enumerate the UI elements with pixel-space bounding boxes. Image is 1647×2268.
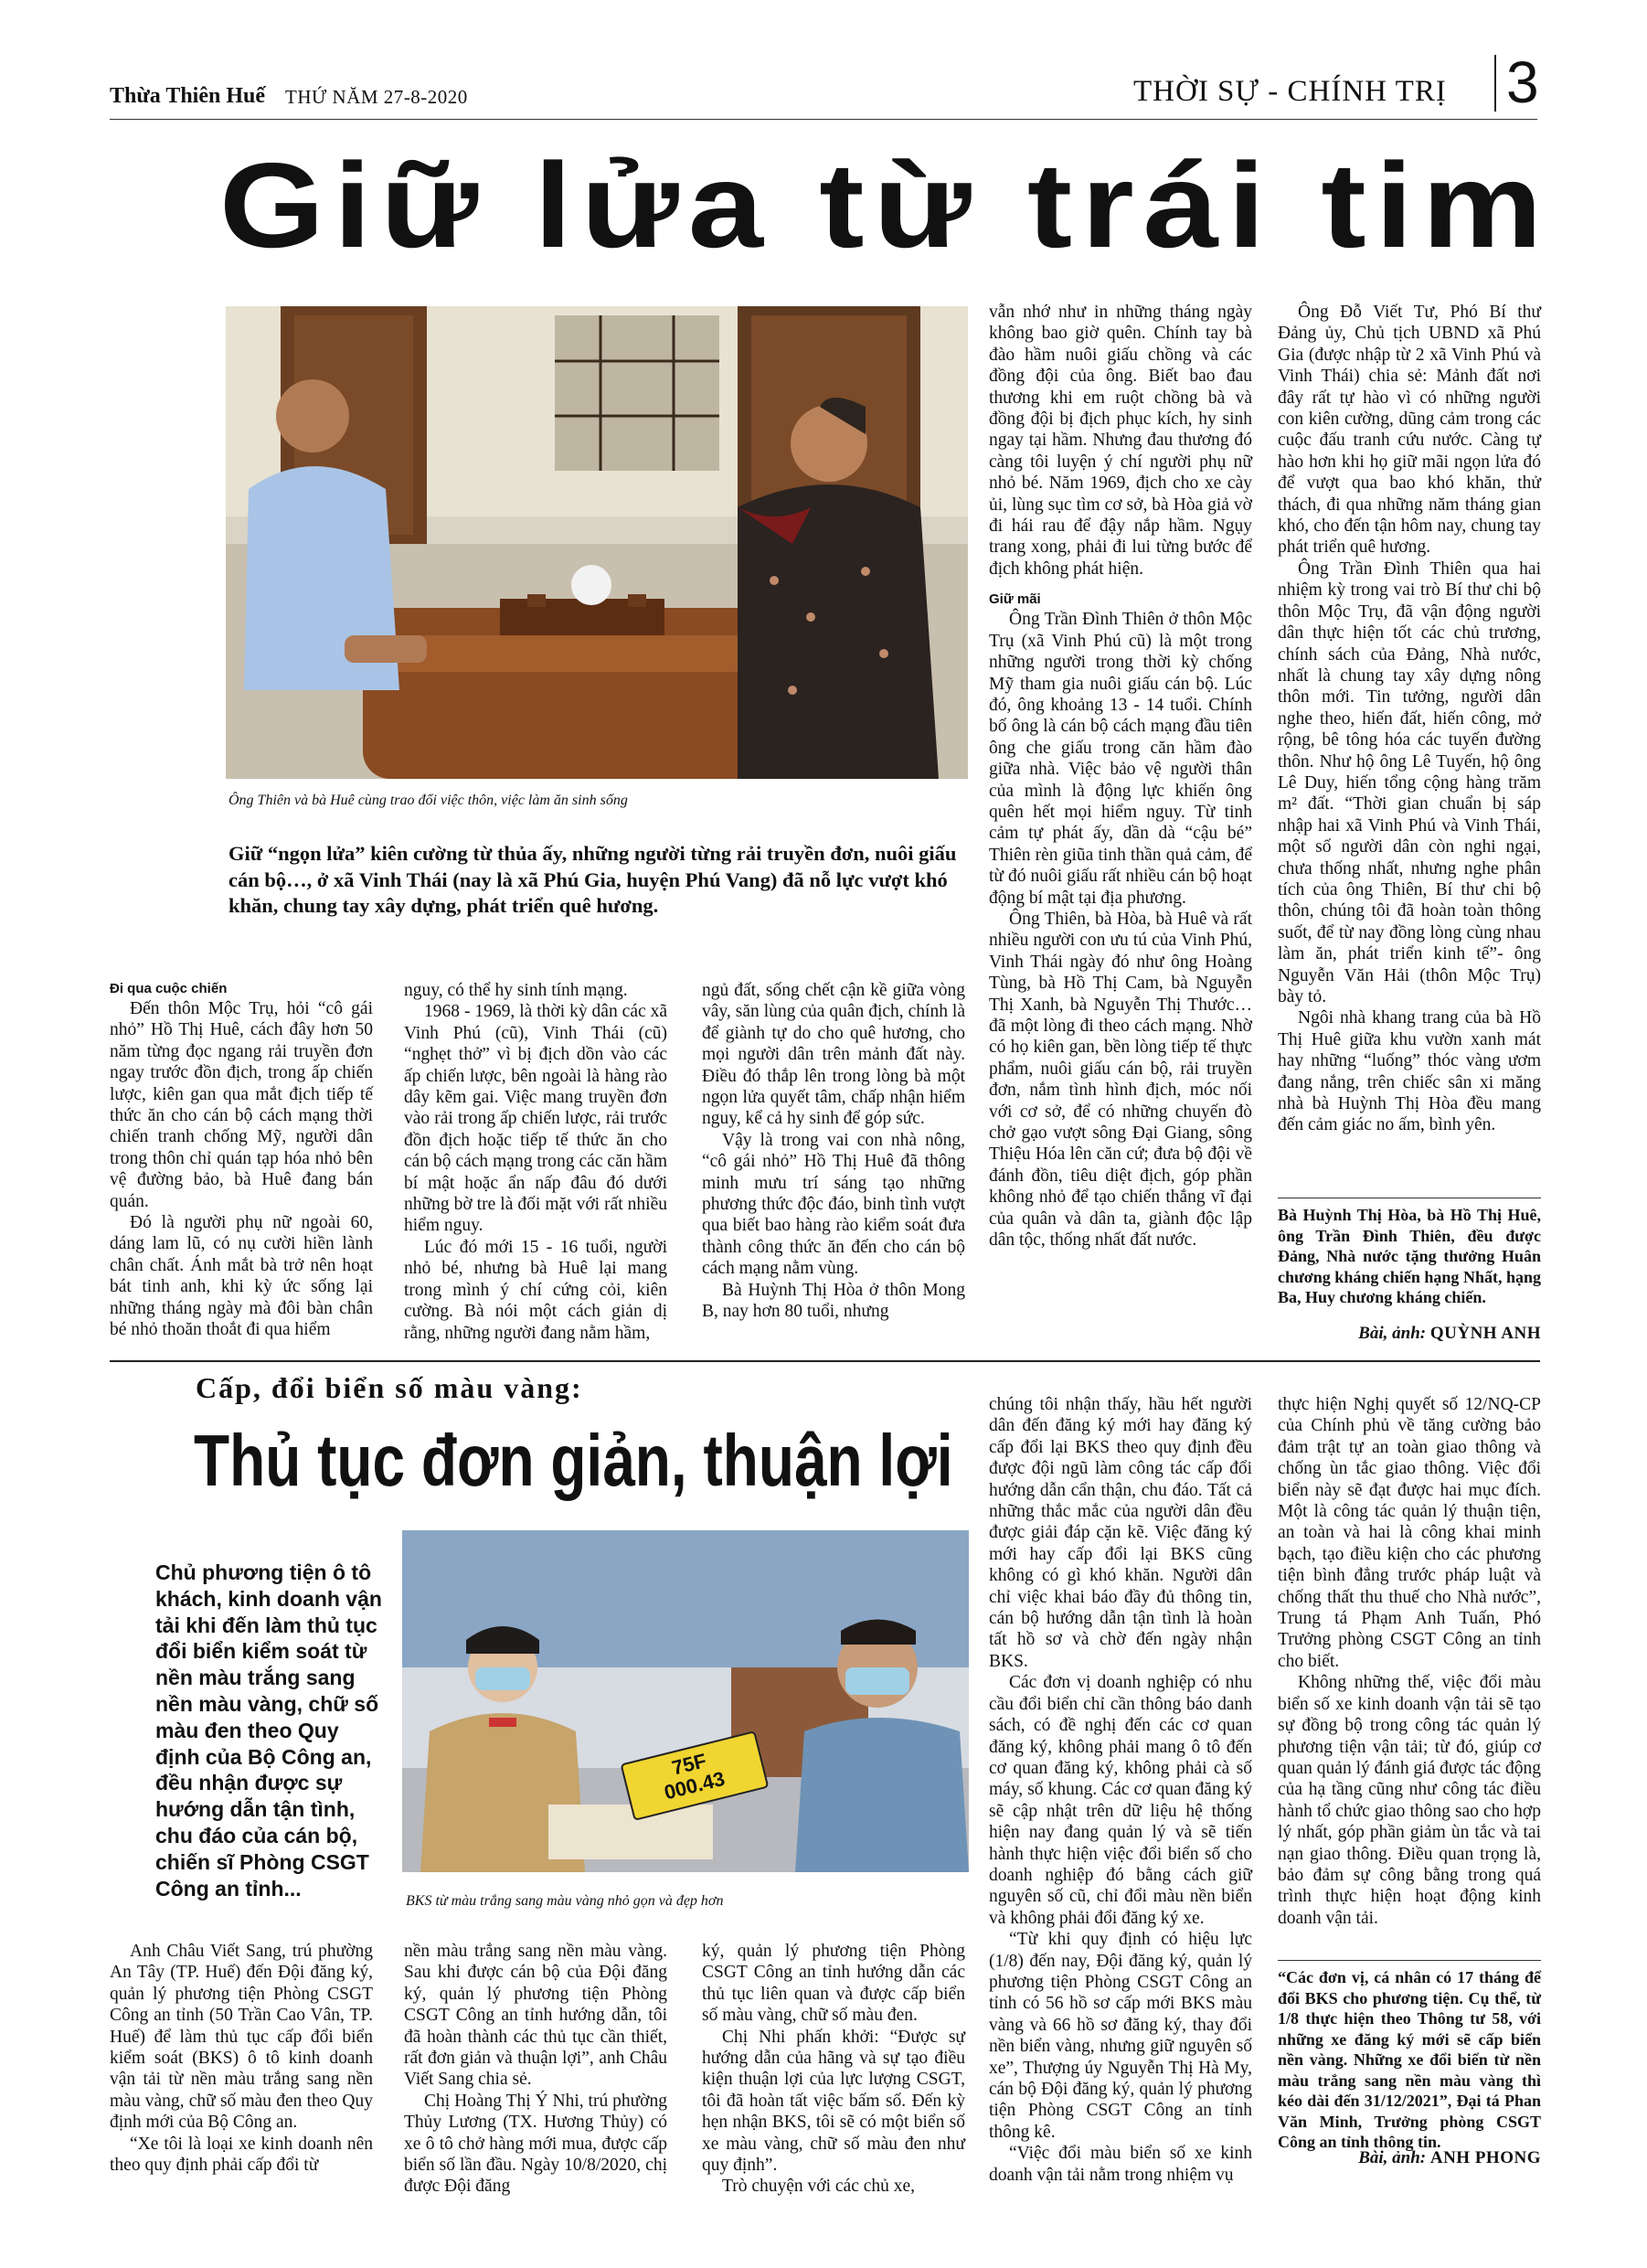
byline-label: Bài, ảnh: [1358,2148,1427,2167]
paragraph: “Xe tôi là loại xe kinh doanh nên theo quy định phải cấp đổi từ [110,2134,373,2176]
paragraph: thực hiện Nghị quyết số 12/NQ-CP của Chính phủ về tăng cường bảo đảm trật tự an toàn giao thông và chống ùn tắc giao thông. Việc đổi biển này sẽ đạt được hai mục đích. Một là công tác quản lý thuận tiện, an toàn và hai là công khai minh bạch, tạo điều kiện cho các phương tiện bình đẳng trước pháp luật và chống thất thu thuế cho Nhà nước”, Trung tá Phạm Anh Tuấn, Phó Trưởng phòng CSGT Công an tỉnh cho biết. [1278,1395,1541,1671]
paragraph: Vậy là trong vai con nhà nông, “cô gái nhỏ” Hồ Thị Huê đã thông minh mưu trí sáng tạo những phương thức độc đáo, binh tình vượt qua biết bao hàng rào kiểm soát đưa thành công thức ăn đến cho cán bộ cách mạng nằm vùng. [702,1130,965,1279]
paragraph: Chị Nhi phấn khởi: “Được sự hướng dẫn của hãng và sự tạo điều kiện thuận lợi của lực lượng CSGT, tôi đã hoàn tất việc bấm số. Đến kỳ hẹn nhận BKS, tôi sẽ có một biển số xe màu vàng, chữ số màu đen như quy định”. [702,2027,965,2176]
paragraph: vẫn nhớ như in những tháng ngày không bao giờ quên. Chính tay bà đào hầm nuôi giấu chồng và các đồng đội của ông. Biết bao đau thương khi em ruột chồng bà và đồng đội bị địch phục kích, hy sinh ngay tại hầm. Nhưng đau thương đó càng tôi luyện ý chí người phụ nữ nhỏ bé. Năm 1969, địch cho xe cày ủi, lùng sục tìm cơ sở, bà Hòa giả vờ đi hái rau để đậy nắp hầm. Ngụy trang xong, phải đi lui từng bước để địch không phát hiện. [989,303,1252,579]
subhead-di-qua-cuoc-chien: Đi qua cuộc chiến [110,981,228,996]
byline-author: ANH PHONG [1429,2148,1541,2167]
byline-label: Bài, ảnh: [1358,1324,1427,1343]
issue-date: THỨ NĂM 27-8-2020 [285,86,468,108]
header-divider [1494,55,1496,112]
article2-column-b [404,1941,667,2198]
paragraph: Đó là người phụ nữ ngoài 60, dáng lam lũ, có nụ cười hiền lành chân chất. Ánh mắt bà trở nên hoạt bát tinh anh, khi kỳ ức sống lại những tháng ngày mà đôi bàn chân bé nhỏ thoăn thoắt đi qua hiểm [110,1213,373,1340]
article1-headline: Giữ lửa từ trái tim [219,138,1552,272]
paragraph: Đến thôn Mộc Trụ, hỏi “cô gái nhỏ” Hồ Thị Huê, cách đây hơn 50 năm từng đọc ngang rải truyền đơn ngay trước đồn địch, trong ấp chiến lược, kiên gan qua mắt địch tiếp tế thức ăn cho cán bộ cách mạng thời chiến tranh chống Mỹ, người dân trong thôn chỉ quán tạp hóa nhỏ bên vệ đường bảo, bà Huê đang bán quán. [110,999,373,1211]
article2-lead: Chủ phương tiện ô tô khách, kinh doanh vận tải khi đến làm thủ tục đổi biển kiểm soát từ nền màu trắng sang nền màu vàng, chữ số màu đen theo Quy định của Bộ Công an, đều nhận được sự hướng dẫn tận tình, chu đáo của cán bộ, chiến sĩ Phòng CSGT Công an tỉnh... [155,1560,382,1901]
article1-box-note: Bà Huỳnh Thị Hòa, bà Hồ Thị Huê, ông Trần Đình Thiên, đều được Đảng, Nhà nước tặng thưởng Huân chương kháng chiến hạng Nhất, hạng Ba, Huy chương kháng chiến. [1278,1206,1541,1306]
paragraph: Anh Châu Viết Sang, trú phường An Tây (TP. Huế) đến Đội đăng ký, quản lý phương tiện Phòng CSGT Công an tỉnh (50 Trần Cao Vân, TP. Huế) để làm thủ tục cấp đổi biển kiểm soát (BKS) ô tô kinh doanh vận tải từ nền màu trắng sang nền màu vàng, chữ số màu đen theo Quy định mới của Bộ Công an. [110,1942,373,2133]
paragraph: Lúc đó mới 15 - 16 tuổi, người nhỏ bé, nhưng bà Huê lại mang trong mình ý chí cứng cỏi, kiên cường. Bà nói một cách giản dị rằng, những người đang nằm hầm, [404,1237,667,1343]
paragraph: Không những thế, việc đổi màu biển số xe kinh doanh vận tải sẽ tạo sự đồng bộ trong công tác quản lý phương tiện vận tải; từ đó, giúp cơ quan quản lý đánh giá được tác động của hạ tầng cũng như công tác điều hành tổ chức giao thông sao cho hợp lý nhất, góp phần giảm ùn tắc và tai nạn giao thông. Điều quan trọng là, bảo đảm sự công bằng trong quá trình thực hiện hoạt động kinh doanh vận tải. [1278,1673,1541,1928]
article2-column-a [110,1941,373,2176]
article1-photo-caption: Ông Thiên và bà Huê cùng trao đổi việc thôn, việc làm ăn sinh sống [228,793,628,808]
article2-photo [402,1530,969,1872]
article1-lead: Giữ “ngọn lửa” kiên cường từ thủa ấy, những người từng rải truyền đơn, nuôi giấu cán bộ…, ở xã Vinh Thái (nay là xã Phú Gia, huyện Phú Vang) đã nỗ lực vượt khó khăn, chung tay xây dựng, phát triển quê hương. [228,842,957,917]
paragraph: 1968 - 1969, là thời kỳ dân các xã Vinh Phú (cũ), Vinh Thái (cũ) “nghẹt thở” vì bị địch dồn vào các ấp chiến lược, bên ngoài là hàng rào dây kẽm gai. Việc mang truyền đơn vào rải trong ấp chiến lược, rải trước đồn địch hoặc tiếp tế thức ăn cho cán bộ cách mạng trong các căn hầm bí mật hoặc ẩn nấp đâu đó dưới những bờ tre là đối mặt với rất nhiều hiểm nguy. [404,1002,667,1236]
paragraph: ký, quản lý phương tiện Phòng CSGT Công an tỉnh hướng dẫn các thủ tục liên quan và được cấp biển số màu vàng, chữ số màu đen. [702,1942,965,2026]
article-separator [110,1360,1540,1362]
article1-column-a [110,980,373,1341]
paragraph: ngủ đất, sống chết cận kề giữa vòng vây, săn lùng của quân địch, chính là để giành tự do cho quê hương, cho mọi người dân trên mảnh đất này. Điều đó thắp lên trong lòng bà một ngọn lửa quyết tâm, chấp nhận hiểm nguy, kể cả hy sinh để góp sức. [702,981,965,1129]
paragraph: Ông Đỗ Viết Tư, Phó Bí thư Đảng ủy, Chủ tịch UBND xã Phú Gia (được nhập từ 2 xã Vinh Phú và Vinh Thái) chia sẻ: Mảnh đất nơi đây rất tự hào vì có những người con kiên cường, dũng cảm trong các cuộc đấu tranh cứu nước. Càng tự hào hơn khi họ giữ mãi ngọn lửa đó để vượt qua bao khó khăn, thử thách, đi qua những năm tháng gian khó, cho đến tận hôm nay, chung tay phát triển quê hương. [1278,303,1541,558]
photo-license-plate-handover [402,1530,969,1872]
header-rule [110,119,1537,120]
article2-photo-caption: BKS từ màu trắng sang màu vàng nhỏ gọn và đẹp hơn [406,1893,724,1909]
article1-column-e [1278,302,1541,1136]
subhead-giu-mai: Giữ mãi [989,591,1041,608]
article2-box-rule [1278,1960,1541,1961]
article2-column-e [1278,1394,1541,1929]
paragraph: Ông Thiên, bà Hòa, bà Huê và rất nhiều người con ưu tú của Vinh Phú, Vinh Thái ngày đó như ông Hoàng Tùng, bà Hồ Thị Cam, bà Nguyễn Thị Xanh, bà Nguyễn Thị Thước… đã một lòng đi theo cách mạng. Nhờ có họ kiên gan, bền lòng tiếp tế thực phẩm, nuôi giấu cán bộ, rải truyền đơn, nắm tình hình địch, móc nối với cơ sở, để có những chuyến đò chở gạo vượt sông Đại Giang, sông Thiệu Hóa lên căn cứ; đưa bộ đội về đánh đồn, tiêu diệt địch, góp phần không nhỏ để tạo chiến thắng vĩ đại của quân và dân ta, giành độc lập dân tộc, thống nhất đất nước. [989,909,1252,1251]
paragraph: “Việc đổi màu biển số xe kinh doanh vận tải nằm trong nhiệm vụ [989,2144,1252,2185]
article2-kicker: Cấp, đổi biển số màu vàng: [196,1371,583,1404]
paragraph: Trò chuyện với các chủ xe, [722,2177,916,2197]
license-plate-text: 75F 000.43 [662,1749,728,1805]
byline-author: QUỲNH ANH [1429,1324,1541,1343]
paragraph: nền màu trắng sang nền màu vàng. Sau khi được cán bộ của Đội đăng ký, quản lý phương tiện Phòng CSGT Công an tỉnh hướng dẫn, tôi đã hoàn thành các thủ tục cần thiết, rất đơn giản và thuận lợi”, anh Châu Viết Sang chia sẻ. [404,1942,667,2090]
article2-box-note: “Các đơn vị, cá nhân có 17 tháng để đổi BKS cho phương tiện. Cụ thể, từ 1/8 thực hiện theo Thông tư 58, với những xe đăng ký mới sẽ cấp biển nền vàng. Những xe đổi biển từ nền màu trắng sang nền màu vàng thì kéo dài đến 31/12/2021”, Đại tá Phan Văn Minh, Trưởng phòng CSGT Công an tỉnh thông tin. [1278,1968,1541,2151]
paragraph: nguy, có thể hy sinh tính mạng. [404,981,628,1000]
paragraph: “Từ khi quy định có hiệu lực (1/8) đến nay, Đội đăng ký, quản lý phương tiện Phòng CSGT Công an tỉnh có 56 hồ sơ cấp mới BKS màu vàng và 66 hồ sơ đăng ký, thay đổi nền biển vàng, nhưng giữ nguyên số xe”, Thượng úy Nguyễn Thị Hà My, cán bộ Đội đăng ký, quản lý phương tiện Phòng CSGT Công an tỉnh thông kê. [989,1930,1252,2142]
article2-byline [1278,2148,1541,2168]
article1-column-c [702,980,965,1323]
paragraph: chúng tôi nhận thấy, hầu hết người dân đến đăng ký mới hay đăng ký cấp đổi lại BKS theo quy định đều được đội ngũ làm công tác cấp đổi hướng dẫn cẩn thận, chu đáo. Tất cả những thắc mắc của người dân đều được giải đáp cặn kẽ. Việc đăng ký mới hay cấp đổi lại BKS cũng không có gì khó khăn. Người dân chỉ việc khai báo đầy đủ thông tin, cán bộ hướng dẫn tận tình là hoàn tất hồ sơ và chờ đến ngày nhận BKS. [989,1395,1252,1671]
article2-column-c [702,1941,965,2198]
section-name: THỜI SỰ - CHÍNH TRỊ [1133,75,1447,108]
paragraph: Chị Hoàng Thị Ý Nhi, trú phường Thủy Lương (TX. Hương Thủy) có xe ô tô chở hàng mới mua, được cấp biển số lần đầu. Ngày 10/8/2020, chị được Đội đăng [404,2091,667,2197]
paragraph: Ông Trần Đình Thiên qua hai nhiệm kỳ trong vai trò Bí thư chi bộ thôn Mộc Trụ, đã vận động người dân thực hiện tốt các chủ trương, chính sách của Đảng, Nhà nước, nhất là chung tay xây dựng nông thôn mới. Tin tưởng, người dân nghe theo, hiến đất, hiến công, mở rộng, bê tông hóa các tuyến đường thôn. Như hộ ông Lê Tuyến, hộ ông Lê Duy, hiến tổng cộng hàng trăm m² đất. “Thời gian chuẩn bị sáp nhập hai xã Vinh Phú và Vinh Thái, một số người dân còn nghi ngại, chưa thống nhất, nhưng nghe phân tích của ông Thiên, Bí thư chi bộ thôn, chúng tôi đã hoàn toàn thông suốt, để từ nay đồng lòng cùng nhau làm ăn, phát triển kinh tế”- ông Nguyễn Văn Hải (thôn Mộc Trụ) bày tỏ. [1278,559,1541,1006]
article1-column-b [404,980,667,1344]
page-number: 3 [1506,49,1539,115]
photo-people-at-table [226,306,968,779]
paragraph: Ngôi nhà khang trang của bà Hồ Thị Huê giữa khu vườn xanh mát hay những “luống” thóc vàng ươm đang nắng, trên chiếc sân xi măng nhà bà Huỳnh Thị Hòa đều mang đến cảm giác no ấm, bình yên. [1278,1008,1541,1135]
article2-column-d [989,1394,1252,2186]
article1-photo [226,306,968,779]
article1-byline [1278,1324,1541,1344]
paragraph: Các đơn vị doanh nghiệp có nhu cầu đổi biển chỉ cần thông báo danh sách, có đề nghị đến các cơ quan đăng ký, không phải mang ô tô đến cơ quan đăng ký, không phải cà số máy, số khung. Các cơ quan đăng ký sẽ cập nhật trên dữ liệu hệ thống hiện nay đang quản lý và sẽ tiến hành thực hiện việc đổi biển số cho doanh nghiệp đó bằng cách giữ nguyên số cũ, chỉ đổi màu nền biển và không phải đổi đăng ký xe. [989,1673,1252,1928]
article2-headline: Thủ tục đơn giản, thuận lợi [194,1420,953,1501]
paragraph: Ông Trần Đình Thiên ở thôn Mộc Trụ (xã Vinh Phú cũ) là một trong những người trong thời kỳ chống Mỹ tham gia nuôi giấu cán bộ. Lúc đó, ông khoảng 13 - 14 tuổi. Chính bố ông là cán bộ cách mạng đầu tiên ông che giấu trong căn hầm đào giữa nhà. Việc bảo vệ người thân của mình là động lực khiến ông quên hết mọi hiểm nguy. Từ tinh cảm tự phát ấy, dần dà “cậu bé” Thiên rèn giũa tinh thần quả cảm, để từ đó nuôi giấu rất nhiều cán bộ hoạt động bí mật tại địa phương. [989,610,1252,908]
article1-column-d [989,302,1252,1251]
masthead-brand: Thừa Thiên Huế [110,84,266,108]
paragraph: Bà Huỳnh Thị Hòa ở thôn Mong B, nay hơn 80 tuổi, nhưng [702,1280,965,1322]
